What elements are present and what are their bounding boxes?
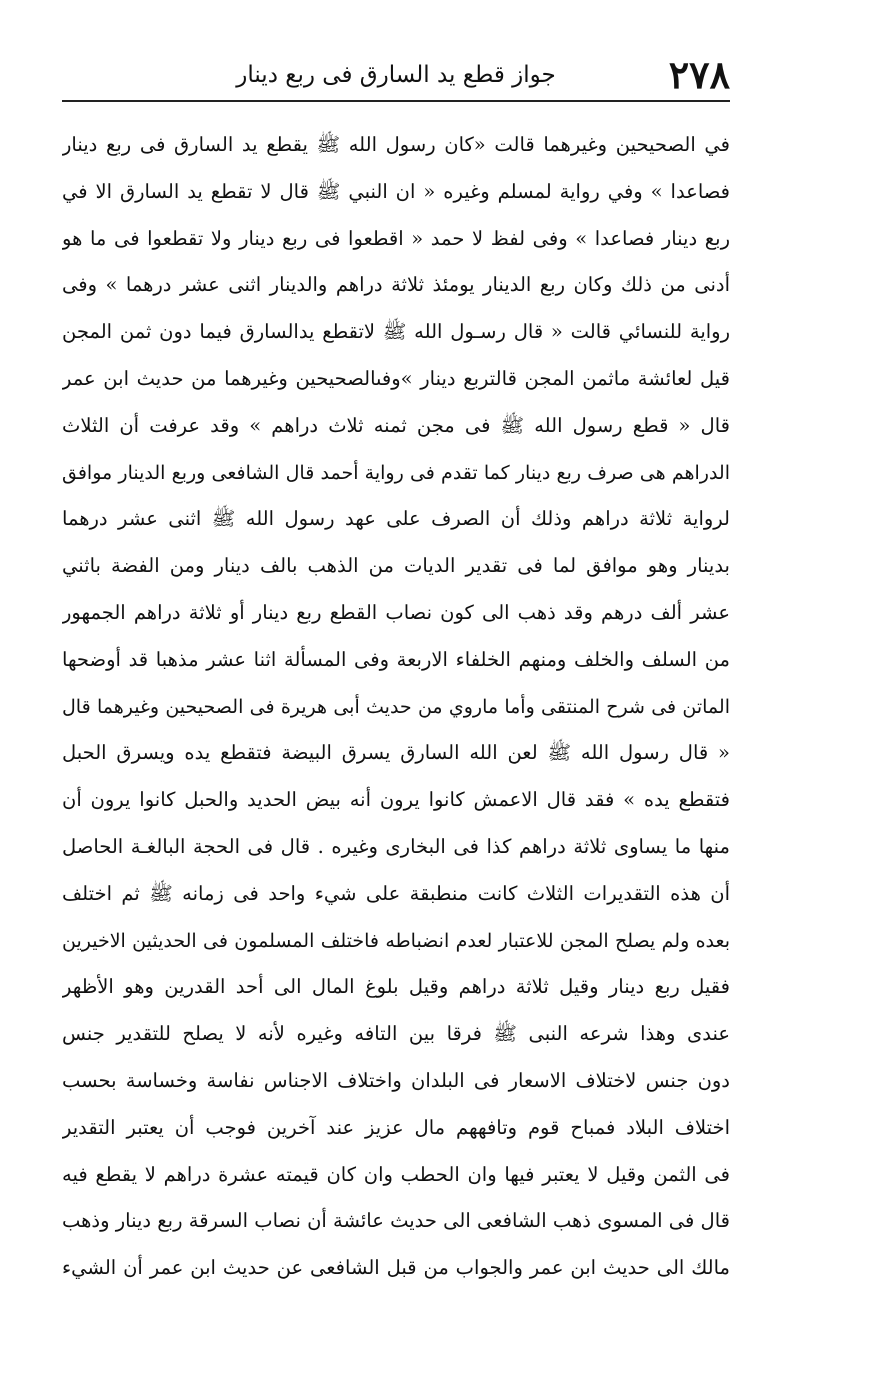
text-line: قال فى المسوى ذهب الشافعى الى حديث عائشة أن نصاب السرقة ربع دينار وذهب [62, 1209, 730, 1233]
text-line: الدراهم هى صرف ربع دينار كما تقدم فى رواية أحمد قال الشافعى وربع الدينار موافق [62, 461, 730, 484]
text-line: اختلاف البلاد فمباح قوم وتافههم مال عزيز عند آخرين فوجب أن يعتبر التقدير [62, 1115, 730, 1139]
header-rule [62, 100, 730, 102]
text-line: فى الثمن وقيل لا يعتبر فيها وان الحطب وان كان قيمته عشرة دراهم لا يقطع فيه [62, 1162, 730, 1186]
text-line: في الصحيحين وغيرهما قالت «كان رسول الله ﷺ يقطع يد السارق فى ربع دينار [62, 133, 730, 156]
text-line: لرواية ثلاثة دراهم وذلك أن الصرف على عهد رسول الله ﷺ اثنى عشر درهما [62, 507, 730, 531]
text-line: « قال رسول الله ﷺ لعن الله السارق يسرق البيضة فتقطع يده ويسرق الحبل [62, 741, 730, 765]
text-line: أن هذه التقديرات الثلاث كانت منطبقة على شيء واحد فى زمانه ﷺ ثم اختلف [62, 881, 730, 905]
text-line: مالك الى حديث ابن عمر والجواب من قبل الشافعى عن حديث ابن عمر أن الشيء [62, 1256, 730, 1280]
text-line: فقيل ربع دينار وقيل ثلاثة دراهم وقيل بلوغ المال الى أحد القدرين وهو الأظهر [62, 975, 730, 999]
text-line: بعده ولم يصلح المجن للاعتبار لعدم انضباطه فاختلف المسلمون فى الحديثين الاخيرين [62, 929, 730, 952]
text-line: الماتن فى شرح المنتقى وأما ماروي من حديث أبى هريرة فى الصحيحين وغيرهما قال [62, 695, 730, 718]
text-line: قيل لعائشة ماثمن المجن قالتربع دينار »وفىالصحيحين وغيرهما من حديث ابن عمر [62, 366, 730, 390]
text-line: رواية للنسائي قالت « قال رسـول الله ﷺ لاتقطع يدالسارق فيما دون ثمن المجن [62, 320, 730, 344]
text-line: بدينار وهو موافق لما فى تقدير الديات من الذهب بالف دينار ومن الفضة باثني [62, 554, 730, 578]
text-line: عشر ألف درهم وقد ذهب الى كون نصاب القطع ربع دينار أو ثلاثة دراهم الجمهور [62, 600, 730, 624]
text-line: فصاعدا » وفي رواية لمسلم وغيره « ان النبي ﷺ قال لا تقطع يد السارق الا في [62, 179, 730, 203]
text-line: من السلف والخلف ومنهم الخلفاء الاربعة وفى المسألة اثنا عشر مذهبا قد أوضحها [62, 647, 730, 671]
text-line: عندى وهذا شرعه النبى ﷺ فرقا بين التافه وغيره لأنه لا يصلح للتقدير جنس [62, 1022, 730, 1046]
text-line: فتقطع يده » فقد قال الاعمش كانوا يرون أنه بيض الحديد والحبل كانوا يرون أن [62, 788, 730, 812]
text-line: منها ما يساوى ثلاثة دراهم كذا فى البخارى وغيره . قال فى الحجة البالغـة الحاصل [62, 834, 730, 858]
text-line: قال « قطع رسول الله ﷺ فى مجن ثمنه ثلاث دراهم » وقد عرفت أن الثلاث [62, 413, 730, 437]
text-line: أدنى من ذلك وكان ربع الدينار يومئذ ثلاثة دراهم والدينار اثنى عشر درهما » وفى [62, 273, 730, 297]
page-header [62, 52, 730, 98]
page-number: ٢٧٨ [668, 52, 730, 97]
body-text [62, 122, 730, 1292]
running-title: جواز قطع يد السارق فى ربع دينار [236, 62, 556, 88]
text-line: ربع دينار فصاعدا » وفى لفظ لا حمد « اقطعوا فى ربع دينار ولا تقطعوا فى ما هو [62, 226, 730, 250]
text-line: دون جنس لاختلاف الاسعار فى البلدان واختلاف الاجناس نفاسة وخساسة بحسب [62, 1068, 730, 1092]
